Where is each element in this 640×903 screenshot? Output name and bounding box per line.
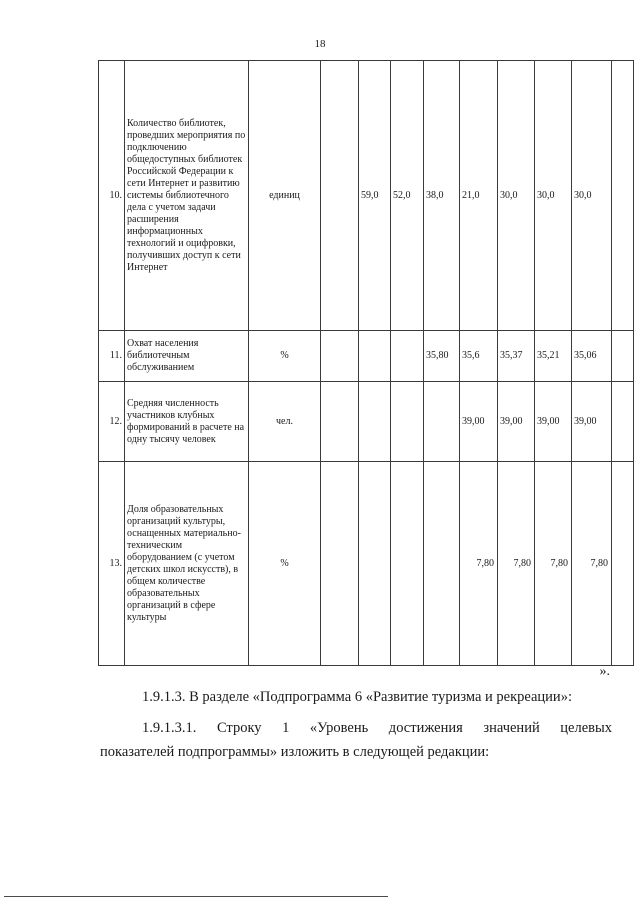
- paragraph-section: 1.9.1.3. В разделе «Подпрограмма 6 «Развитие туризма и рекреации»:: [142, 689, 572, 705]
- value-cell: [359, 462, 391, 666]
- value-cell: 35,06: [572, 331, 612, 382]
- value-cell: 35,21: [535, 331, 572, 382]
- value-cell: 52,0: [391, 61, 424, 331]
- row-number: 10.: [99, 61, 125, 331]
- value-cell: [391, 331, 424, 382]
- value-cell: 39,00: [572, 382, 612, 462]
- paragraph-row-continuation: показателей подпрограммы» изложить в следующей редакции:: [100, 744, 490, 760]
- value-cell: 59,0: [359, 61, 391, 331]
- table-body: [99, 61, 634, 666]
- indicator-name: Охват населения библиотечным обслуживанием: [125, 331, 249, 382]
- value-cell: [612, 382, 634, 462]
- value-cell: [321, 382, 359, 462]
- value-cell: 39,00: [535, 382, 572, 462]
- table-row: [99, 382, 634, 462]
- page-number: 18: [314, 38, 326, 50]
- value-cell: 39,00: [460, 382, 498, 462]
- value-cell: 35,80: [424, 331, 460, 382]
- unit-cell: %: [249, 462, 321, 666]
- value-cell: 30,0: [535, 61, 572, 331]
- value-cell: 30,0: [572, 61, 612, 331]
- value-cell: [321, 61, 359, 331]
- value-cell: [391, 382, 424, 462]
- indicator-name: Доля образовательных организаций культуры, оснащенных материально-техническим оборудованием (с учетом детских школ искусств), в общем количестве образовательных организаций в сфере культуры: [125, 462, 249, 666]
- row-number: 13.: [99, 462, 125, 666]
- value-cell: 35,6: [460, 331, 498, 382]
- value-cell: [612, 61, 634, 331]
- table-row: [99, 331, 634, 382]
- value-cell: 7,80: [572, 462, 612, 666]
- value-cell: [321, 331, 359, 382]
- table-row: [99, 61, 634, 331]
- unit-cell: %: [249, 331, 321, 382]
- value-cell: 35,37: [498, 331, 535, 382]
- unit-cell: чел.: [249, 382, 321, 462]
- value-cell: [359, 331, 391, 382]
- value-cell: [321, 462, 359, 666]
- value-cell: 30,0: [498, 61, 535, 331]
- value-cell: [359, 382, 391, 462]
- unit-cell: единиц: [249, 61, 321, 331]
- value-cell: [612, 462, 634, 666]
- indicator-name: Количество библиотек, проведших мероприятия по подключению общедоступных библиотек Российской Федерации к сети Интернет и развитию системы библиотечного дела с учетом задачи расширения информационных технологий и оцифровки, получивших доступ к сети Интернет: [125, 61, 249, 331]
- value-cell: [391, 462, 424, 666]
- value-cell: 7,80: [535, 462, 572, 666]
- value-cell: [424, 462, 460, 666]
- value-cell: 38,0: [424, 61, 460, 331]
- value-cell: 39,00: [498, 382, 535, 462]
- value-cell: 7,80: [460, 462, 498, 666]
- footer-line: [4, 896, 388, 897]
- value-cell: 21,0: [460, 61, 498, 331]
- value-cell: 7,80: [498, 462, 535, 666]
- quote-end: ».: [599, 664, 610, 679]
- paragraph-row-statement: 1.9.1.3.1. Строку 1 «Уровень достижения значений целевых: [142, 720, 612, 736]
- row-number: 11.: [99, 331, 125, 382]
- indicator-name: Средняя численность участников клубных формирований в расчете на одну тысячу человек: [125, 382, 249, 462]
- row-number: 12.: [99, 382, 125, 462]
- indicators-table: [98, 60, 634, 666]
- value-cell: [612, 331, 634, 382]
- value-cell: [424, 382, 460, 462]
- table-row: [99, 462, 634, 666]
